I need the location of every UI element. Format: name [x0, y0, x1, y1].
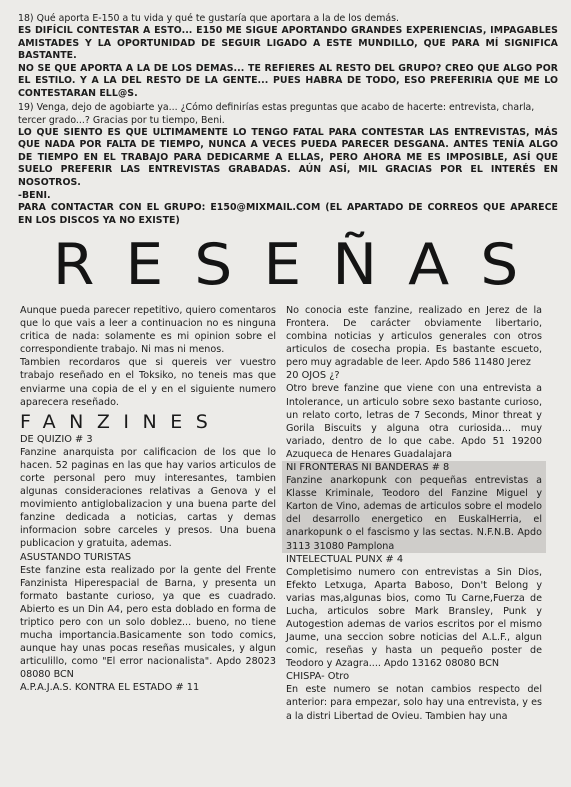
review-title-ni-fronteras: NI FRONTERAS NI BANDERAS # 8 — [286, 462, 450, 474]
review-title-20-ojos: 20 OJOS ¿? — [286, 370, 340, 382]
review-title-asustando-turistas: ASUSTANDO TURISTAS — [20, 551, 132, 563]
answer-19: LO QUE SIENTO ES QUE ULTIMAMENTE LO TENGO FATAL PARA CONTESTAR LAS ENTREVISTAS, MÁS QUE NADA POR FALTA DE TIEMPO, NUNCA A VECES PUEDA PARECER DESGANA. ANTES TENÍA ALGO DE TIEMPO EN EL TRABAJO PARA DEDICARME A ELLAS, PERO AHORA ME ES IMPOSIBLE, ASÍ QUE SUELO PREFERIR LAS ENTREVISTAS GRABADAS. AÚN ASÍ, MIL GRACIAS POR EL INTERÉS EN NOSOTROS. — [18, 126, 558, 188]
review-text-intelectual-punx: Completisimo numero con entrevistas a Sin Dios, Efekto Letxuga, Aparta Baboso, Don't Belong y varias mas,algunas bios, como Tu Carne,Fuerza de Lucha, articulos sobre Mark Bransley, Punk y Autogestion ademas de varios escritos por el mismo Jaume, una seccion sobre noticias del A.L.F., algun comic, reseñas y hasta un pequeño poster de Teodoro y Azagra.... Apdo 13162 08080 BCN — [286, 566, 542, 670]
right-column — [286, 304, 542, 723]
review-text-ni-fronteras: Fanzine anarkopunk con pequeñas entrevistas a Klasse Kriminale, Teodoro del Fanzine Miguel y Karton de Vino, ademas de articulos sobre el modelo del desarrollo energetico en EuskalHerria, el anarkopunk o el fascismo y las sectas. N.F.N.B. Apdo 3113 31080 Pamplona — [286, 475, 542, 552]
page-title: RESEÑAS — [52, 231, 550, 299]
intro-paragraph-1: Aunque pueda parecer repetitivo, quiero comentaros que lo que vais a leer a continuacion no es ninguna critica de nada: solamente es mi opinion sobre el correspondiente trabajo. Ni mas ni menos. — [20, 305, 276, 356]
review-title-apajas: A.P.A.J.A.S. KONTRA EL ESTADO # 11 — [20, 682, 200, 694]
review-text-de-quizio: Fanzine anarquista por calificacion de los que lo hacen. 52 paginas en las que hay varios articulos de corte personal pero muy interesantes, tambien algunas consideraciones relativas a Genova y el movimiento antiglobalizacion y una buena parte del fanzine dedicada a noticias, cartas y demas informacion sobre carceles y presos. Una buena publicacion y gratuita, ademas. — [20, 446, 276, 550]
interview-block — [18, 12, 558, 227]
section-heading-fanzines: FANZINES — [20, 410, 222, 433]
review-text-20-ojos: Otro breve fanzine que viene con una entrevista a Intolerance, un articulo sobre sexo bastante curioso, un relato corto, letras de 7 Seconds, Minor threat y Gorila Biscuits y alguna otra curiosida... muy variado, dentro de lo que cabe. Apdo 51 19200 Azuqueca de Henares Guadalajara — [286, 383, 542, 460]
review-text-chispa: En este numero se notan cambios respecto del anterior: para empezar, solo hay una entrevista, y es a la distri Libertad de Ovieu. Tambien hay una — [286, 684, 542, 722]
review-title-intelectual-punx: INTELECTUAL PUNX # 4 — [286, 553, 404, 565]
title-banner — [0, 232, 571, 302]
review-title-de-quizio: DE QUIZIO # 3 — [20, 433, 93, 445]
answer-18-part2: NO SE QUE APORTA A LA DE LOS DEMAS... TE REFIERES AL RESTO DEL GRUPO? CREO QUE ALGO POR EL ESTILO. Y A LA DEL RESTO DE LA GENTE... PUES HABRA DE TODO, ESO PREFERIRIA QUE ME LO CONTESTARAN ELL@S. — [18, 62, 558, 99]
answer-18-part1: ES DIFÍCIL CONTESTAR A ESTO... E150 ME SIGUE APORTANDO GRANDES EXPERIENCIAS, IMPAGABLES AMISTADES Y LA OPORTUNIDAD DE SEGUIR LIGADO A ESTE MUNDILLO, QUE PARA MÍ SIGNIFICA BASTANTE. — [18, 25, 558, 62]
review-text-apajas: No conocia este fanzine, realizado en Jerez de la Frontera. De carácter obviamente libertario, combina noticias y articulos generales con otros articulos de cosecha propia. Es bastante escueto, pero muy agradable de leer. Apdo 586 11480 Jerez — [286, 305, 542, 369]
left-column — [20, 304, 276, 694]
contact-info: PARA CONTACTAR CON EL GRUPO: E150@MIXMAIL.COM (EL APARTADO DE CORREOS QUE APARECE EN LOS DISCOS YA NO EXISTE) — [18, 202, 558, 226]
intro-paragraph-2: Tambien recordaros que si quereis ver vuestro trabajo reseñado en el Toksiko, no teneis mas que enviarme una copia de el y en el siguiente numero aparecera reseñado. — [20, 357, 276, 408]
question-19: 19) Venga, dejo de agobiarte ya... ¿Cómo definirías estas preguntas que acabo de hacerte: entrevista, charla, tercer grado...? Gracias por tu tiempo, Beni. — [18, 101, 535, 126]
highlighted-review — [282, 461, 546, 553]
signature: -BENI. — [18, 189, 51, 201]
question-18: 18) Qué aporta E-150 a tu vida y qué te gustaría que aportara a la de los demás. — [18, 13, 399, 24]
review-title-chispa: CHISPA- Otro — [286, 671, 350, 683]
review-text-asustando-turistas: Este fanzine esta realizado por la gente del Frente Fanzinista Hiperespacial de Barna, y presenta un formato bastante curioso, ya que es cuadrado. Abierto es un Din A4, pero esta doblado en forma de triptico pero con un solo doblez... bueno, no tiene mucha importancia.Basicamente son todo comics, aunque hay unas pocas reseñas musicales, y algun articulillo, como "El error nacionalista". Apdo 28023 08080 BCN — [20, 564, 276, 681]
